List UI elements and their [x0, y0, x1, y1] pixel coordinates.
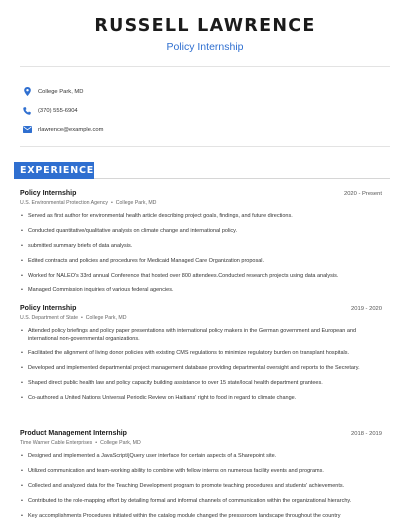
bullet-item: • Managed Commission inquiries of various federal agencies. — [20, 287, 382, 295]
bullet-item: • Edited contracts and policies and procedures for Medicaid Managed Care Organization proposal. — [20, 258, 382, 266]
job-entry — [20, 430, 382, 520]
job-dates: 2019 - 2020 — [351, 306, 382, 312]
job-organization: U.S. Department of State • College Park, MD — [20, 315, 127, 321]
contact-location — [22, 82, 104, 101]
bullet-item: • Conducted quantitative/qualitative analysis on climate change and international policy. — [20, 228, 382, 236]
contact-phone — [22, 101, 104, 120]
contact-divider — [20, 146, 390, 147]
job-org-name: Time Warner Cable Enterprises — [20, 440, 93, 446]
job-location: College Park, MD — [100, 440, 141, 446]
job-bullets — [20, 453, 382, 520]
bullet-item: • Key accomplishments Procedures initiated within the catalog module changed the presssroom landscape throughout the country — [20, 513, 382, 521]
job-bullets — [20, 213, 382, 295]
job-title: Policy Internship — [20, 190, 77, 197]
bullet-item: • Served as first author for environmental health article describing project goals, findings, and future directions. — [20, 213, 382, 221]
location-pin-icon — [22, 87, 32, 97]
bullet-item: • Facilitated the alignment of living donor policies with existing CMS regulations to minimize regulatory burden on transplant hospitals. — [20, 350, 382, 358]
bullet-item: • Co-authored a United Nations Universal Periodic Review on Haitians' right to food in regard to climate change. — [20, 395, 382, 403]
bullet-item: • Contributed to the role-mapping effort by detailing formal and informal channels of communication within the organizational hierarchy. — [20, 498, 382, 506]
contact-email[interactable] — [22, 120, 104, 139]
phone-icon — [22, 106, 32, 116]
job-org-name: U.S. Environmental Protection Agency — [20, 200, 108, 206]
resume-header — [0, 16, 410, 53]
job-title: Policy Internship — [20, 305, 77, 312]
contact-email-text[interactable]: rlawrence@example.com — [38, 126, 104, 133]
bullet-item: • Collected and analyzed data for the Teaching Development program to promote teaching procedures and students' achievements. — [20, 483, 382, 491]
header-divider — [20, 66, 390, 67]
bullet-item: • Attended policy briefings and policy paper presentations with international policy makers in the German government and European and international non-governmental organizations. — [20, 328, 382, 343]
job-entry — [20, 305, 382, 403]
job-dates: 2018 - 2019 — [351, 431, 382, 437]
job-dates: 2020 - Present — [343, 191, 382, 197]
job-entry — [20, 190, 382, 295]
job-title: Product Management Internship — [20, 430, 127, 437]
bullet-item: • Designed and implemented a JavaScript/jQuery user interface for certain aspects of a Sharepoint site. — [20, 453, 382, 461]
contact-location-text: College Park, MD — [38, 88, 84, 95]
email-icon — [22, 125, 32, 135]
job-location: College Park, MD — [115, 200, 157, 206]
target-role: Policy Internship — [166, 41, 244, 53]
contact-list — [22, 82, 104, 139]
job-location: College Park, MD — [85, 315, 127, 321]
job-bullets — [20, 328, 382, 403]
bullet-item: • Shaped direct public health law and policy capacity building assistance to over 15 state/local health department grantees. — [20, 380, 382, 388]
job-organization: U.S. Environmental Protection Agency • College Park, MD — [20, 200, 157, 206]
bullet-item: • Utilized communication and team-working ability to combine with fellow interns on numerous facility events and programs. — [20, 468, 382, 476]
bullet-item: • Developed and implemented departmental project management database providing departmental oversight and reports to the Secretary. — [20, 365, 382, 373]
candidate-name: RUSSELL LAWRENCE — [94, 16, 316, 36]
contact-phone-text: (370) 555-6904 — [38, 107, 78, 114]
section-underline — [94, 178, 390, 179]
job-org-name: U.S. Department of State — [20, 315, 78, 321]
bullet-item: • submitted summary briefs of data analysis. — [20, 243, 382, 251]
job-organization: Time Warner Cable Enterprises • College Park, MD — [20, 440, 141, 446]
section-heading-experience: EXPERIENCE — [14, 162, 94, 179]
bullet-item: • Worked for NALEO's 33rd annual Conference that hosted over 800 attendees.Conducted research projects using data analysis. — [20, 273, 382, 281]
